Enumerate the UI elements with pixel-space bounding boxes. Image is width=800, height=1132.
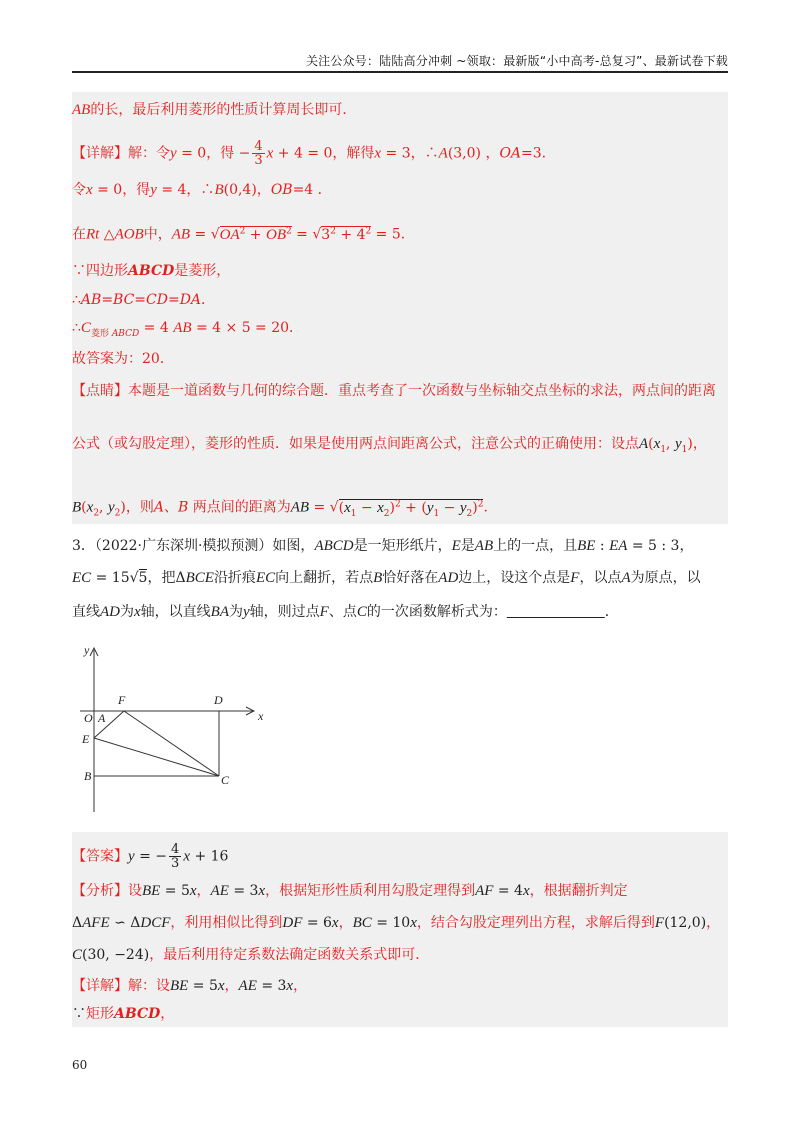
segment-fc [124,711,219,776]
label-y: y [84,643,90,657]
label-b: B [84,769,92,783]
top-line-9: 【点睛】本题是一道函数与几何的综合题．重点考查了一次函数与坐标轴交点坐标的求法，两点间的距离 [72,383,716,399]
label-f: F [118,693,126,707]
q3-line-3: 直线AD为x轴，以直线BA为y轴，则过点F、点C的一次函数解析式为： ． [72,604,619,620]
top-line-1: AB的长，最后利用菱形的性质计算周长即可． [72,102,357,118]
segment-ec [94,738,219,776]
detail-line-2: ∵矩形ABCD， [72,1006,175,1022]
top-line-7: $\therefore C_{菱形 ABCD} = 4$ AB = 4 × 5 = 20． [72,320,304,339]
top-line-11: $B(x_2$, $y_2$)，则A、B 两点间的距离为AB = $√(x_1 - x_2)^2 + (y_1 - y_2)^2$. [72,499,488,519]
label-o: O [84,711,93,725]
top-line-3: 令x = 0，得y = 4，∴B(0,4)，OB=4 ． [72,182,332,198]
top-line-5: ∵四边形ABCD是菱形， [72,263,231,279]
top-line-6: ∴AB=BC=CD=DA． [72,292,216,308]
q3-line-2: EC = 15√5，把ΔBCE沿折痕EC向上翻折，若点B恰好落在AD边上，设这个点是F，以点A为原点，以 [72,570,701,586]
label-x: x [258,709,264,723]
label-d: D [214,693,223,707]
analysis-line-1: 【分析】设BE = 5x，AE = 3x，根据矩形性质利用勾股定理得到AF = 4x，根据翻折判定 [72,883,628,899]
top-line-4: 在Rt △AOB中，AB = $√OA^2 + OB^2 = √3^2 + 4^2 = 5$． [72,226,415,243]
label-e: E [82,732,90,746]
top-line-10: 公式（或勾股定理），菱形的性质．如果是使用两点间距离公式，注意公式的正确使用：设点$A(x_1$, $y_1$)， [72,436,707,455]
header-divider [72,71,728,73]
detail-line-1: 【详解】解：设BE = 5x，AE = 3x， [72,978,308,994]
label-c: C [221,773,230,787]
geometry-figure [76,640,276,820]
page-header: 关注公众号：陆陆高分冲刺 ~领取：最新版“小中高考-总复习”、最新试卷下载 [305,54,728,68]
top-line-2: 【详解】解：令y = 0，得 − $\frac{4}{3}$ x + 4 = 0，解得x = 3，∴A(3,0) ，OA=3. [72,139,547,168]
answer-line: 【答案】y = − $\frac{4}{3}$ x + 16 [72,842,229,871]
analysis-line-2: ΔAFE ∽ ΔDCF，利用相似比得到DF = 6x，BC = 10x，结合勾股定理列出方程，求解后得到F(12,0)， [72,915,721,931]
q3-line-1: 3．（2022·广东深圳·模拟预测）如图，ABCD是一矩形纸片，E是AB上的一点，且BE : EA = 5 : 3， [72,538,694,554]
page-number: 60 [72,1058,88,1072]
top-line-8: 故答案为：20． [72,351,174,367]
label-a: A [98,711,106,725]
analysis-line-3: C(30, −24)，最后利用待定系数法确定函数关系式即可． [72,947,430,963]
